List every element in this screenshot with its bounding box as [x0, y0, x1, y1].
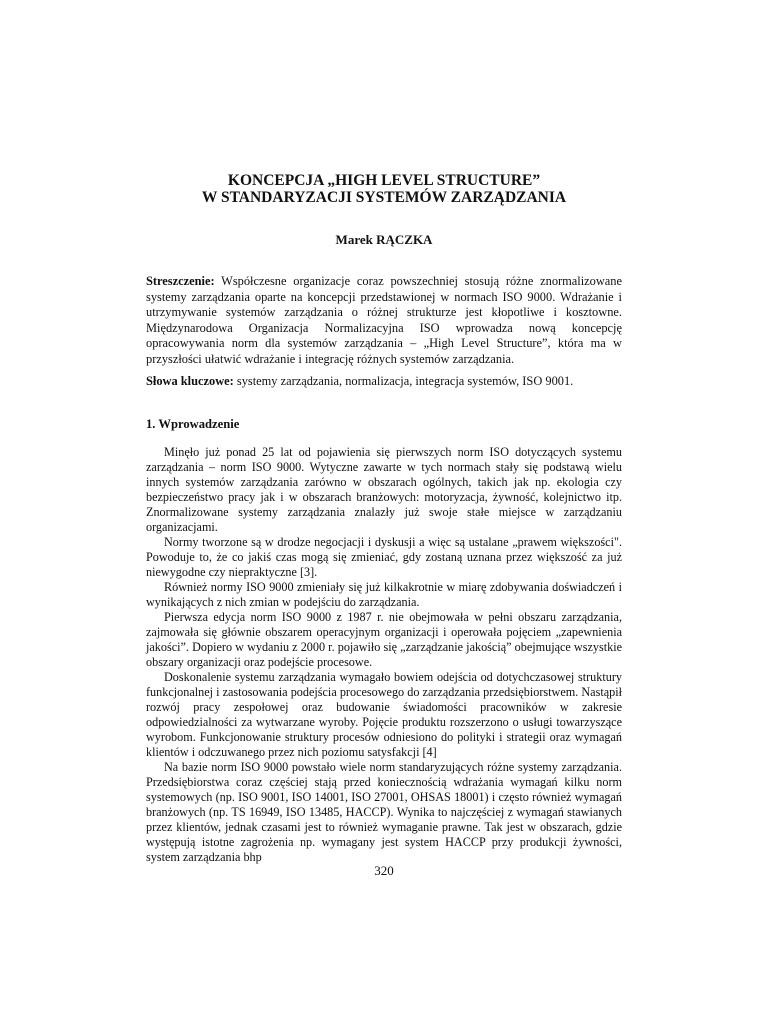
abstract-text: Współczesne organizacje coraz powszechniej stosują różne znormalizowane systemy zarządzania oparte na koncepcji przedstawionej w normach ISO 9000. Wdrażanie i utrzymywanie systemów zarządzania o różnej strukturze jest kłopotliwe i kosztowne. Międzynarodowa Organizacja Normalizacyjna ISO wprowadza nową koncepcję opracowywania norm dla systemów zarządzania – „High Level Structure”, która ma w przyszłości ułatwić wdrażanie i integrację różnych systemów zarządzania.	[146, 274, 623, 366]
section-heading: 1. Wprowadzenie	[146, 417, 240, 431]
article-title	[146, 172, 622, 206]
paragraph: Minęło już ponad 25 lat od pojawienia się pierwszych norm ISO dotyczących systemu zarządzania – norm ISO 9000. Wytyczne zawarte w tych normach stały się podstawą wielu innych systemów zarządzania zarówno w obszarach ogólnych, takich jak np. ekologia czy bezpieczeństwo pracy jak i w obszarach branżowych: motoryzacja, żywność, kolejnictwo itp. Znormalizowane systemy zarządzania znalazły już swoje stałe miejsce w zarządzaniu organizacjami.	[146, 445, 622, 534]
abstract	[146, 274, 622, 367]
page-number: 320	[374, 863, 394, 878]
author-name: Marek RĄCZKA	[335, 232, 433, 247]
paragraph: Również normy ISO 9000 zmieniały się już kilkakrotnie w miarę zdobywania doświadczeń i wynikających z nich zmian w podejściu do zarządzania.	[146, 579, 622, 609]
keywords	[146, 374, 622, 390]
paragraph: Pierwsza edycja norm ISO 9000 z 1987 r. nie obejmowała w pełni obszaru zarządzania, zajmowała się głównie obszarem operacyjnym organizacji i operowała pojęciem „zapewnienia jakości”. Dopiero w wydaniu z 2000 r. pojawiło się „zarządzanie jakością” obejmujące wszystkie obszary organizacji oraz podejście procesowe.	[146, 609, 622, 669]
keywords-text: systemy zarządzania, normalizacja, integracja systemów, ISO 9001.	[236, 374, 574, 388]
paragraph: Doskonalenie systemu zarządzania wymagało bowiem odejścia od dotychczasowej struktury funkcjonalnej i zastosowania podejścia procesowego do zarządzania przedsiębiorstwem. Nastąpił rozwój pracy zespołowej oraz budowanie świadomości pracowników w zakresie odpowiedzialności za wytwarzane wyroby. Pojęcie produktu rozszerzono o usługi towarzyszące wyrobom. Funkcjonowanie struktury procesów odniesiono do polityki i strategii oraz wymagań klientów i odczuwanego przez nich poziomu satysfakcji [4]	[146, 669, 622, 759]
keywords-label: Słowa kluczowe:	[146, 374, 234, 388]
title-line-2: W STANDARYZACJI SYSTEMÓW ZARZĄDZANIA	[201, 189, 567, 206]
paragraph: Na bazie norm ISO 9000 powstało wiele norm standaryzujących różne systemy zarządzania. Przedsiębiorstwa coraz częściej stają przed koniecznością wdrażania wymagań kilku norm systemowych (np. ISO 9001, ISO 14001, ISO 27001, OHSAS 18001) i często również wymagań branżowych (np. TS 16949, ISO 13485, HACCP). Wynika to najczęściej z wymagań stawianych przez klientów, jednak czasami jest to również wymaganie prawne. Tak jest w obszarach, gdzie występują istotne zagrożenia np. wymagany jest system HACCP przy produkcji żywności, system zarządzania bhp	[146, 759, 622, 864]
title-line-1: KONCEPCJA „HIGH LEVEL STRUCTURE”	[227, 172, 541, 189]
abstract-label: Streszczenie:	[146, 274, 215, 288]
body-text	[146, 445, 622, 865]
paragraph: Normy tworzone są w drodze negocjacji i dyskusji a więc są ustalane „prawem większości". Powoduje to, że co jakiś czas mogą się zmieniać, gdy zostaną uznana przez większość za już niewygodne czy niepraktyczne [3].	[146, 534, 622, 579]
